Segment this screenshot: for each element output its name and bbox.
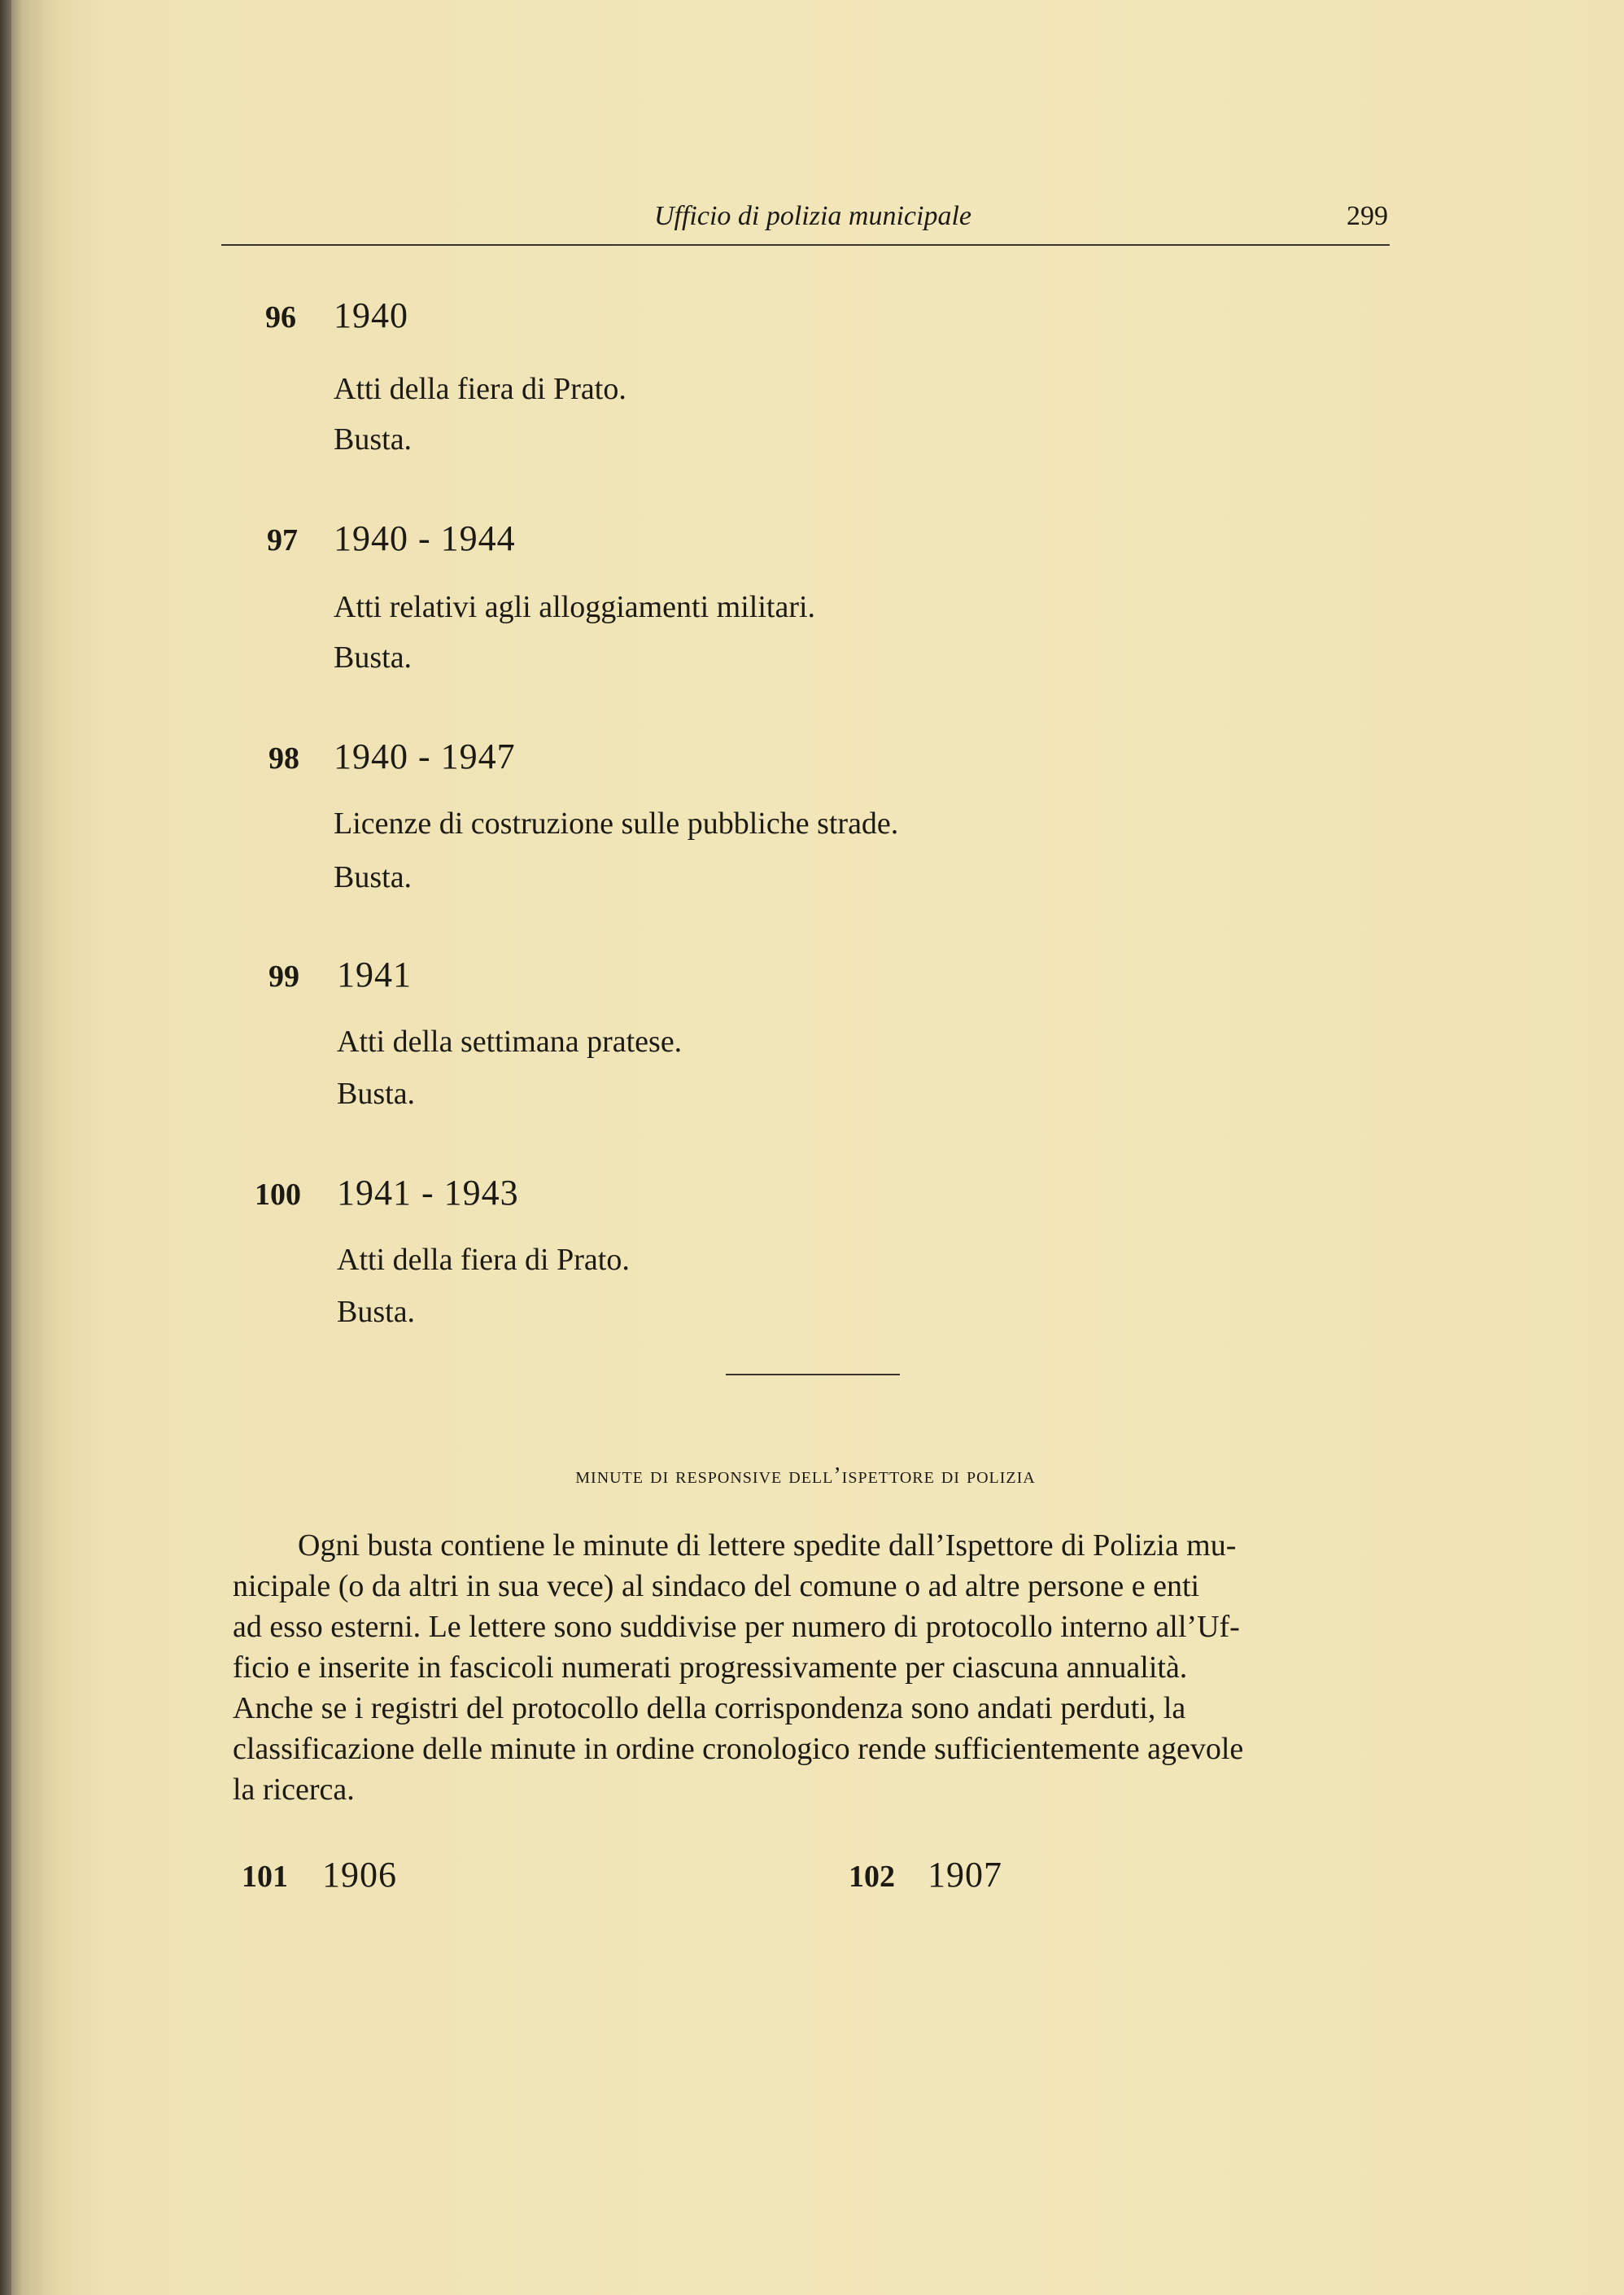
entry-number: 100 xyxy=(255,1178,301,1212)
entry-description: Atti della fiera di Prato. xyxy=(334,372,626,406)
intro-line: la ricerca. xyxy=(233,1773,355,1807)
page-header xyxy=(221,199,1390,246)
entry-container: Busta. xyxy=(334,422,413,457)
page-number: 299 xyxy=(1347,201,1388,231)
intro-line: classificazione delle minute in ordine cronologico rende sufficientemente agevole xyxy=(233,1732,1244,1766)
intro-line: nicipale (o da altri in sua vece) al sindaco del comune o ad altre persone e enti xyxy=(233,1569,1200,1603)
intro-line: ad esso esterni. Le lettere sono suddivise per numero di protocollo interno all’Uf- xyxy=(233,1610,1240,1644)
entry-number: 97 xyxy=(267,523,298,557)
entry-date: 1941 xyxy=(337,955,412,994)
intro-line: ficio e inserite in fascicoli numerati progressivamente per ciascuna annualità. xyxy=(233,1650,1188,1685)
entry-description: Licenze di costruzione sulle pubbliche strade. xyxy=(334,807,899,841)
entry-date: 1907 xyxy=(928,1855,1002,1895)
entry-date: 1940 xyxy=(334,295,408,335)
entry-description: Atti della settimana pratese. xyxy=(337,1025,683,1059)
intro-line: Ogni busta contiene le minute di lettere spedite dall’Ispettore di Polizia mu- xyxy=(298,1528,1237,1563)
running-title: Ufficio di polizia municipale xyxy=(653,201,972,231)
entry-container: Busta. xyxy=(334,640,413,675)
section-divider xyxy=(726,1374,900,1375)
entry-date: 1940 - 1947 xyxy=(334,737,516,776)
entry-number: 98 xyxy=(268,741,299,776)
entry-number: 99 xyxy=(268,960,299,994)
entry-description: Atti relativi agli alloggiamenti militari. xyxy=(334,590,816,624)
entry-number: 102 xyxy=(849,1860,895,1894)
entry-container: Busta. xyxy=(334,860,413,894)
entry-date: 1941 - 1943 xyxy=(337,1173,519,1213)
entry-number: 101 xyxy=(242,1860,288,1894)
entry-container: Busta. xyxy=(337,1077,416,1111)
entry-number: 96 xyxy=(265,300,296,334)
entry-date: 1940 - 1944 xyxy=(334,518,516,558)
entry-date: 1906 xyxy=(322,1855,397,1895)
intro-line: Anche se i registri del protocollo della corrispondenza sono andati perduti, la xyxy=(233,1691,1186,1725)
section-intro xyxy=(233,1525,1401,1810)
entry-description: Atti della fiera di Prato. xyxy=(337,1243,630,1277)
section-title: minute di responsive dell’ispettore di polizia xyxy=(575,1463,1036,1488)
book-spine-edge xyxy=(0,0,11,2295)
entry-container: Busta. xyxy=(337,1295,416,1329)
